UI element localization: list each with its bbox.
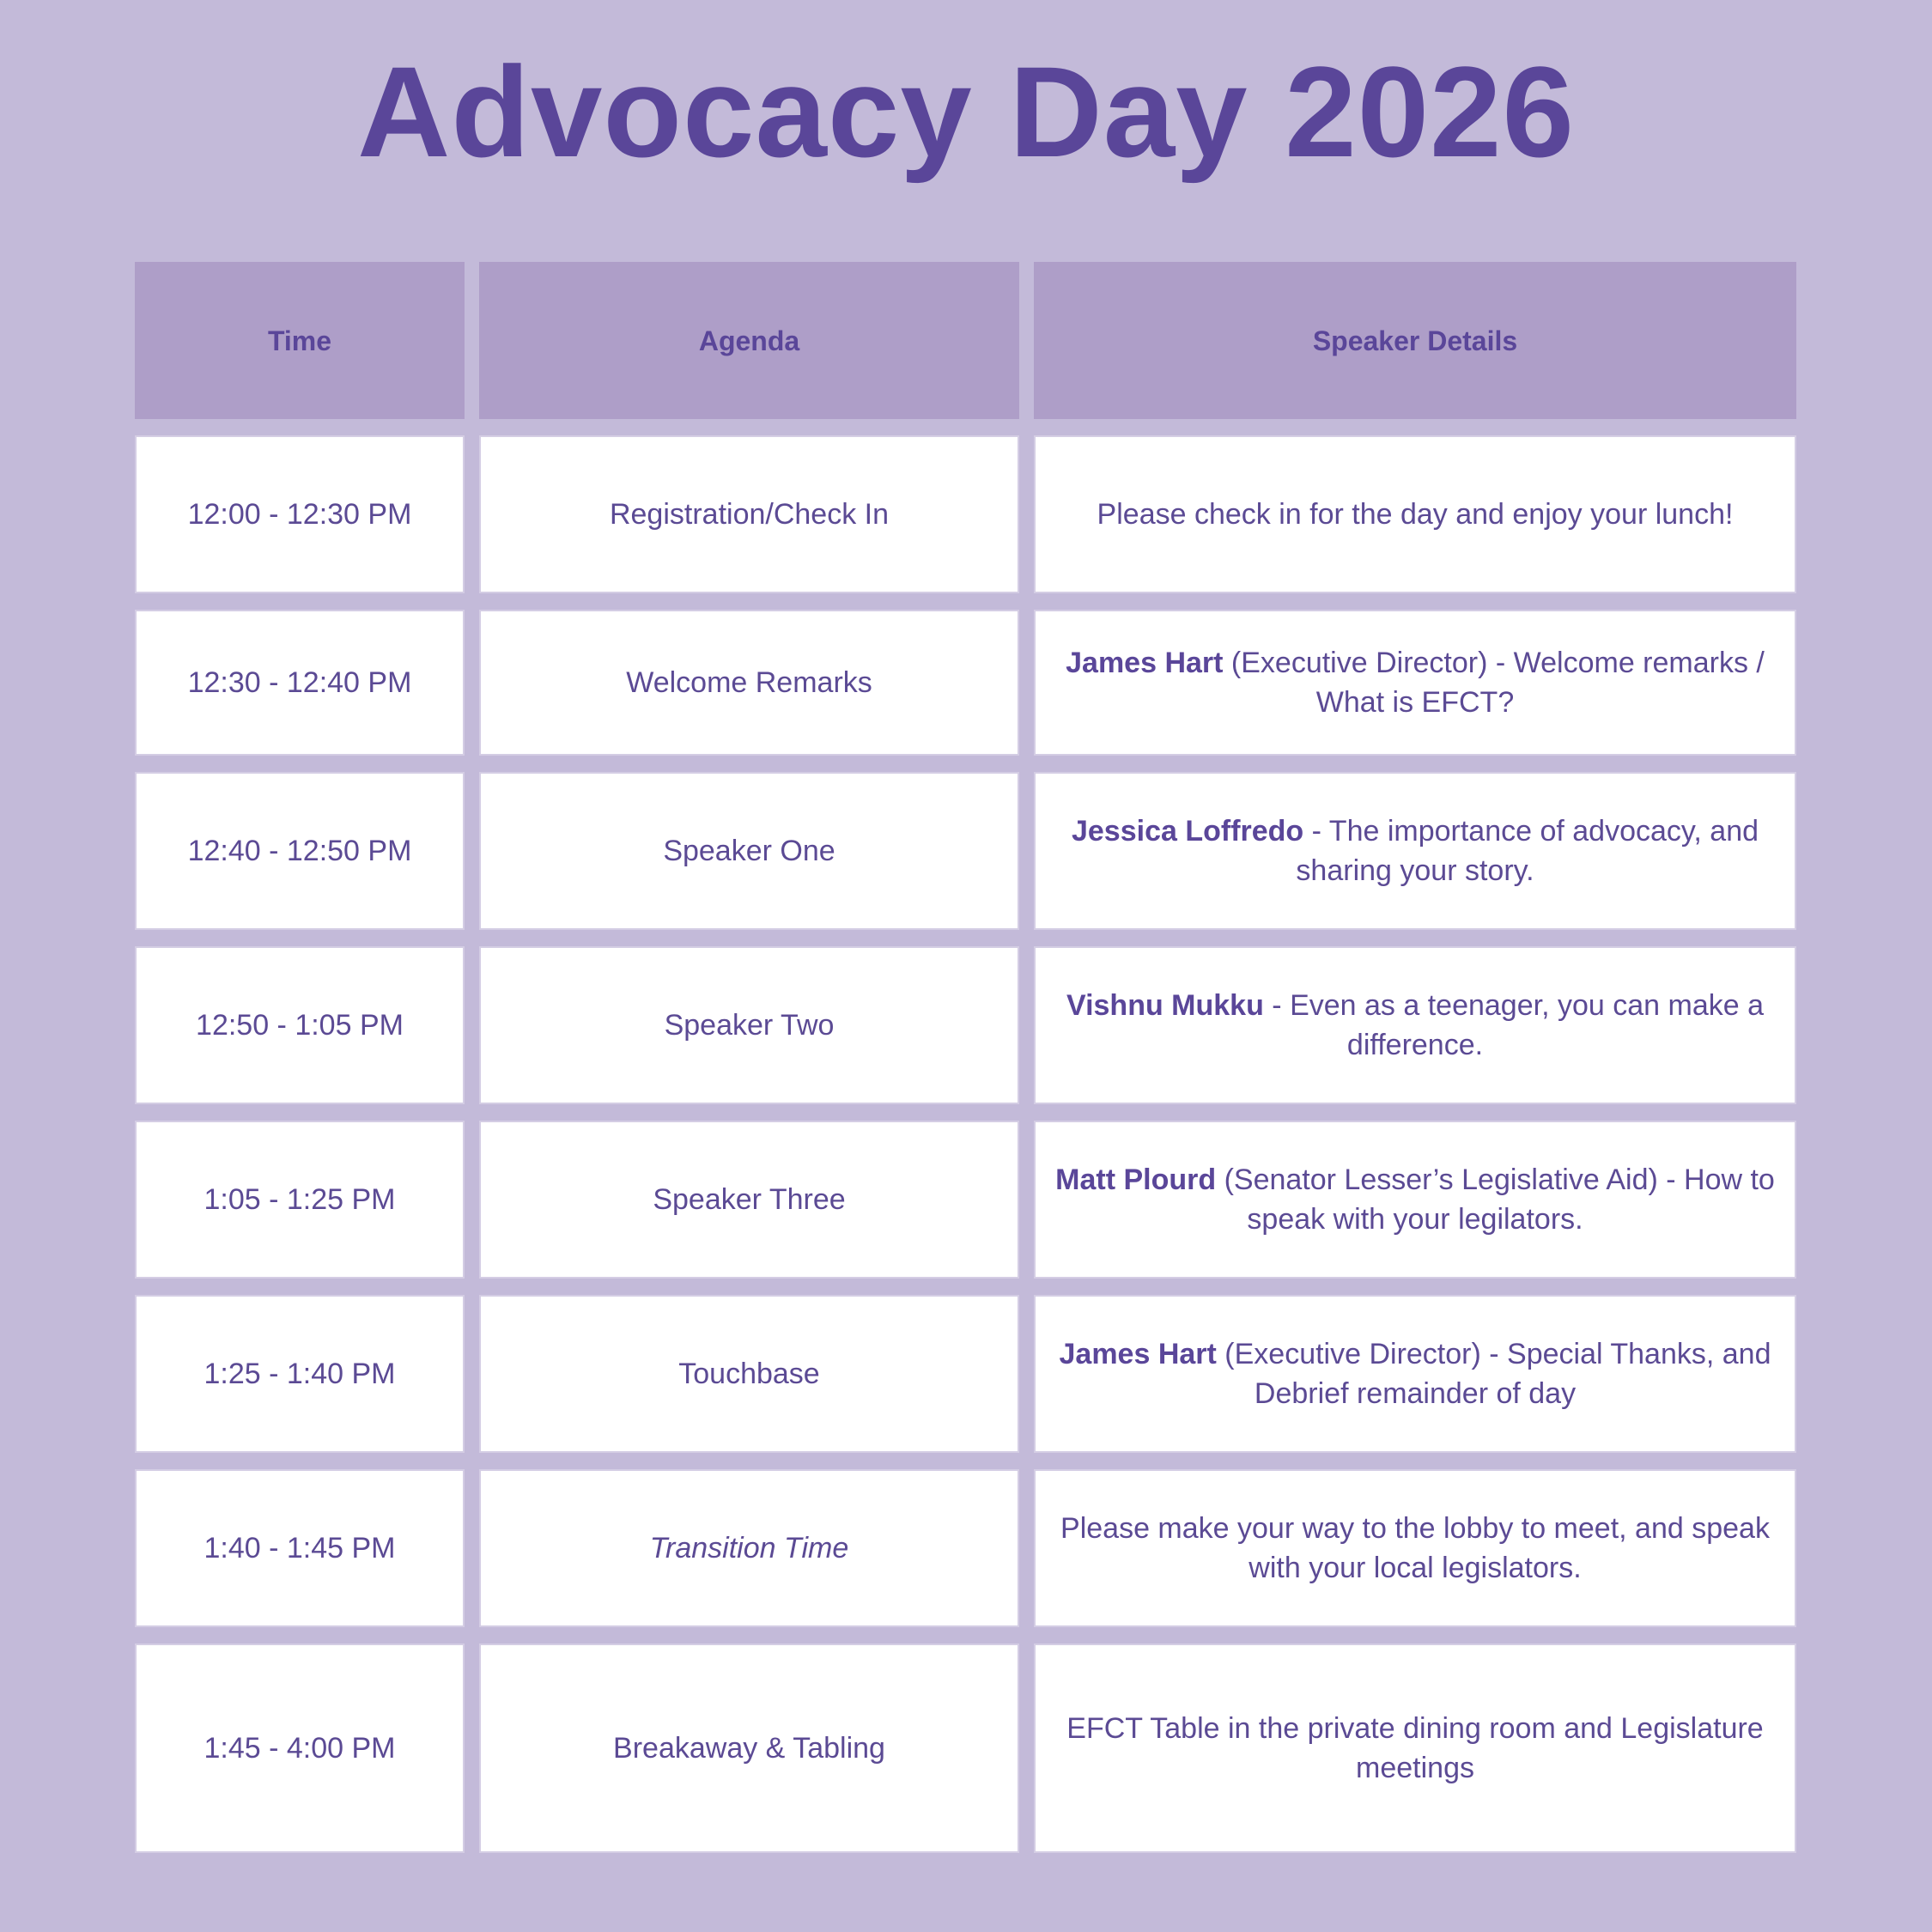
agenda-cell: Transition Time — [479, 1469, 1019, 1627]
agenda-cell: Registration/Check In — [479, 435, 1019, 593]
speaker-name: Jessica Loffredo — [1071, 815, 1304, 848]
details-text — [1044, 811, 1786, 890]
speaker-name: James Hart — [1066, 647, 1224, 679]
details-cell — [1034, 946, 1796, 1104]
speaker-name: Vishnu Mukku — [1066, 989, 1264, 1022]
details-description: - Even as a teenager, you can make a difference. — [1263, 989, 1764, 1061]
agenda-cell: Breakaway & Tabling — [479, 1643, 1019, 1853]
agenda-cell: Welcome Remarks — [479, 610, 1019, 756]
details-description: (Executive Director) - Special Thanks, and Debrief remainder of day — [1216, 1338, 1771, 1410]
details-cell — [1034, 1469, 1796, 1627]
details-text — [1044, 643, 1786, 722]
details-cell — [1034, 1295, 1796, 1453]
details-description: Please make your way to the lobby to meet, and speak with your local legislators. — [1060, 1512, 1770, 1584]
details-description: (Senator Lesser’s Legislative Aid) - How to speak with your legilators. — [1216, 1163, 1775, 1236]
details-description: - The importance of advocacy, and sharing your story. — [1296, 815, 1759, 887]
agenda-cell: Speaker Three — [479, 1121, 1019, 1279]
header-speaker-details: Speaker Details — [1034, 262, 1796, 419]
details-description: EFCT Table in the private dining room and Legislature meetings — [1066, 1712, 1764, 1784]
details-text — [1044, 1509, 1786, 1588]
time-cell: 1:40 - 1:45 PM — [135, 1469, 465, 1627]
time-cell: 12:30 - 12:40 PM — [135, 610, 465, 756]
details-text — [1097, 495, 1734, 534]
details-cell — [1034, 772, 1796, 930]
time-cell: 1:05 - 1:25 PM — [135, 1121, 465, 1279]
speaker-name: James Hart — [1059, 1338, 1217, 1370]
details-text — [1044, 1160, 1786, 1239]
agenda-cell: Touchbase — [479, 1295, 1019, 1453]
agenda-cell: Speaker One — [479, 772, 1019, 930]
time-cell: 12:50 - 1:05 PM — [135, 946, 465, 1104]
details-description: (Executive Director) - Welcome remarks / What is EFCT? — [1223, 647, 1765, 719]
page-title: Advocacy Day 2026 — [357, 39, 1575, 184]
time-cell: 12:40 - 12:50 PM — [135, 772, 465, 930]
time-cell: 1:45 - 4:00 PM — [135, 1643, 465, 1853]
details-cell — [1034, 610, 1796, 756]
details-description: Please check in for the day and enjoy your lunch! — [1097, 498, 1734, 531]
header-time: Time — [135, 262, 465, 419]
agenda-cell: Speaker Two — [479, 946, 1019, 1104]
agenda-table — [135, 262, 1797, 1853]
details-cell — [1034, 1643, 1796, 1853]
time-cell: 1:25 - 1:40 PM — [135, 1295, 465, 1453]
details-cell — [1034, 435, 1796, 593]
header-agenda: Agenda — [479, 262, 1019, 419]
details-cell — [1034, 1121, 1796, 1279]
time-cell: 12:00 - 12:30 PM — [135, 435, 465, 593]
details-text — [1044, 1709, 1786, 1788]
speaker-name: Matt Plourd — [1055, 1163, 1217, 1196]
details-text — [1044, 1334, 1786, 1413]
details-text — [1044, 986, 1786, 1065]
